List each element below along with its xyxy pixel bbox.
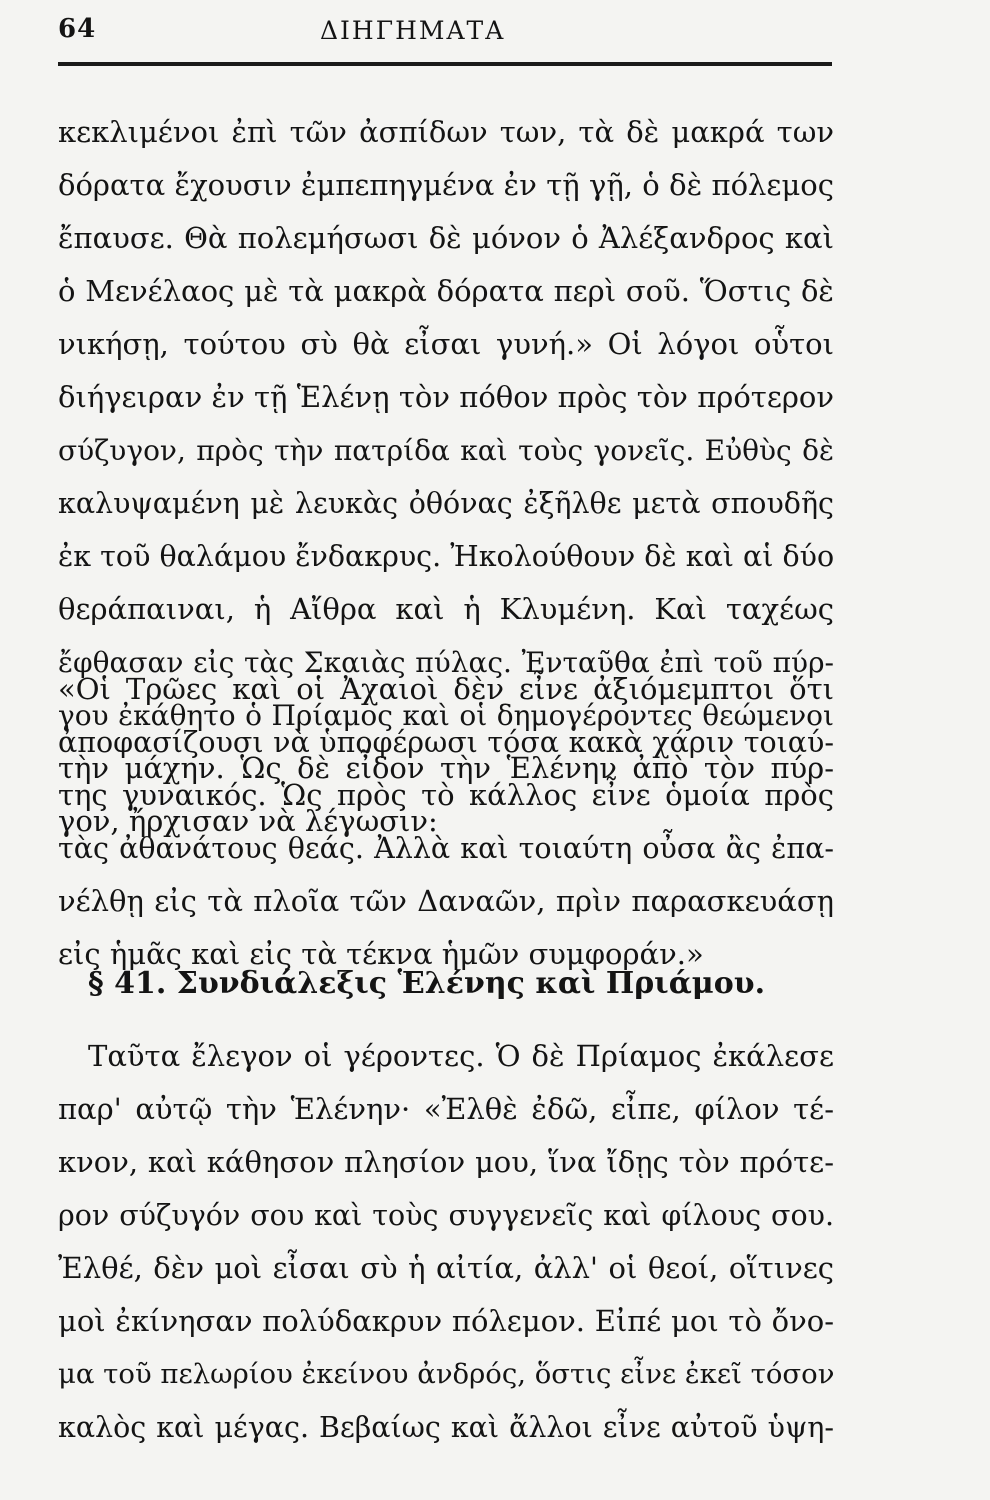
text-line: κεκλιμένοι ἐπὶ τῶν ἀσπίδων των, τὰ δὲ μακρά των [58, 115, 834, 149]
text-line: νικήσῃ, τούτου σὺ θὰ εἶσαι γυνή.» Οἱ λόγοι οὗτοι [58, 327, 834, 361]
text-line: ἔπαυσε. Θὰ πολεμήσωσι δὲ μόνον ὁ Ἀλέξανδρος καὶ [58, 221, 834, 255]
text-line: Ταῦτα ἔλεγον οἱ γέροντες. Ὁ δὲ Πρίαμος ἐκάλεσε [88, 1039, 834, 1073]
text-line: της γυναικός. Ὡς πρὸς τὸ κάλλος εἶνε ὁμοία πρὸς [58, 778, 834, 812]
text-line: ἔφθασαν εἰς τὰς Σκαιὰς πύλας. Ἐνταῦθα ἐπὶ τοῦ πύρ- [58, 646, 834, 679]
text-line: Ἐλθέ, δὲν μοὶ εἶσαι σὺ ἡ αἰτία, ἀλλ' οἱ θεοί, οἵτινες [58, 1251, 834, 1285]
text-line: διήγειραν ἐν τῇ Ἑλένῃ τὸν πόθον πρὸς τὸν πρότερον [58, 380, 834, 414]
text-line: εἰς ἡμᾶς καὶ εἰς τὰ τέκνα ἡμῶν συμφοράν.» [58, 937, 704, 971]
text-line: καλυψαμένη μὲ λευκὰς ὀθόνας ἐξῆλθε μετὰ σπουδῆς [58, 487, 834, 520]
text-line: ὁ Μενέλαος μὲ τὰ μακρὰ δόρατα περὶ σοῦ. Ὅστις δὲ [58, 274, 834, 308]
text-line: ἐκ τοῦ θαλάμου ἔνδακρυς. Ἠκολούθουν δὲ καὶ αἱ δύο [58, 540, 835, 573]
text-line: «Οἱ Τρῶες καὶ οἱ Ἀχαιοὶ δὲν εἶνε ἀξιόμεμπτοι ὅτι [58, 672, 834, 706]
text-line: κνον, καὶ κάθησον πλησίον μου, ἵνα ἴδῃς τὸν πρότε- [58, 1145, 834, 1179]
running-title: ΔΙΗΓΗΜΑΤΑ [320, 16, 506, 45]
header-rule [58, 62, 832, 66]
text-line: καλὸς καὶ μέγας. Βεβαίως καὶ ἄλλοι εἶνε αὐτοῦ ὑψη- [58, 1411, 834, 1444]
page-number: 64 [58, 14, 97, 44]
text-line: μα τοῦ πελωρίου ἐκείνου ἀνδρός, ὅστις εἶνε ἐκεῖ τόσον [58, 1358, 835, 1390]
text-line: δόρατα ἔχουσιν ἐμπεπηγμένα ἐν τῇ γῇ, ὁ δὲ πόλεμος [58, 168, 834, 202]
text-line: παρ' αὐτῷ τὴν Ἑλένην· «Ἐλθὲ ἐδῶ, εἶπε, φίλον τέ- [58, 1092, 834, 1126]
text-line: ἀποφασίζουσι νὰ ὑποφέρωσι τόσα κακὰ χάριν τοιαύ- [58, 726, 834, 759]
paragraph-3 [58, 1030, 834, 1454]
text-line: ρον σύζυγόν σου καὶ τοὺς συγγενεῖς καὶ φίλους σου. [58, 1199, 834, 1232]
text-line: μοὶ ἐκίνησαν πολύδακρυν πόλεμον. Εἰπέ μοι τὸ ὄνο- [58, 1304, 834, 1338]
text-line: τὰς ἀθανάτους θεάς. Ἀλλὰ καὶ τοιαύτη οὖσα ἂς ἐπα- [58, 832, 834, 865]
text-line: τὴν μάχην. Ὡς δὲ εἶδον τὴν Ἑλένην ἀπὸ τὸν πύρ- [58, 751, 834, 785]
text-line: νέλθῃ εἰς τὰ πλοῖα τῶν Δαναῶν, πρὶν παρασκευάσῃ [58, 884, 834, 918]
section-heading: § 41. Συνδιάλεξις Ἑλένης καὶ Πριάμου. [88, 966, 766, 1001]
paragraph-2 [58, 663, 834, 981]
text-line: σύζυγον, πρὸς τὴν πατρίδα καὶ τοὺς γονεῖς. Εὐθὺς δὲ [58, 434, 834, 467]
page-header [0, 0, 990, 80]
text-line: γον, ἤρχισαν νὰ λέγωσιν: [58, 804, 438, 838]
text-line: θεράπαιναι, ἡ Αἴθρα καὶ ἡ Κλυμένη. Καὶ ταχέως [58, 592, 834, 626]
text-line: γου ἐκάθητο ὁ Πρίαμος καὶ οἱ δημογέροντες θεώμενοι [58, 699, 834, 732]
